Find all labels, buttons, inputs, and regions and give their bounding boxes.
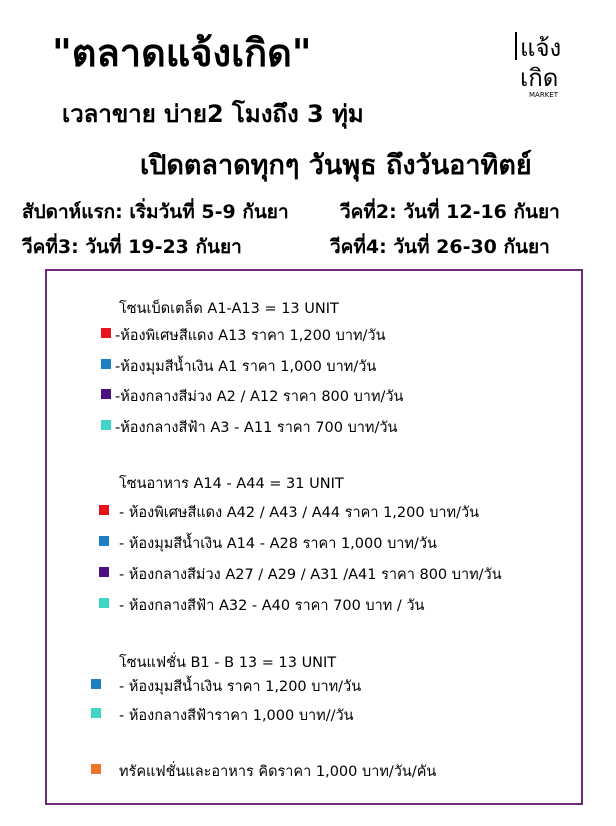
list-item: -ห้องมุมสีน้ำเงิน A1 ราคา 1,000 บาท/วัน [115, 359, 377, 375]
section-misc-title: โซนเบ็ดเตล็ด A1-A13 = 13 UNIT [119, 301, 339, 317]
list-item: -ห้องพิเศษสีแดง A13 ราคา 1,200 บาท/วัน [115, 328, 386, 344]
red-square-icon [99, 505, 109, 515]
logo-graphic [515, 30, 595, 100]
list-item: - ห้องกลางสีฟ้า A32 - A40 ราคา 700 บาท / วัน [119, 598, 425, 614]
list-item: -ห้องกลางสีม่วง A2 / A12 ราคา 800 บาท/วัน [115, 389, 404, 405]
section-food-title: โซนอาหาร A14 - A44 = 31 UNIT [119, 476, 344, 492]
list-item: - ห้องกลางสีม่วง A27 / A29 / A31 /A41 ราคา 800 บาท/วัน [119, 567, 502, 583]
page-title: "ตลาดแจ้งเกิด" [52, 31, 312, 75]
week-three: วีคที่3: วันที่ 19-23 กันยา [22, 236, 242, 258]
week-two: วีคที่2: วันที่ 12-16 กันยา [340, 201, 560, 223]
pricing-box [45, 269, 583, 805]
truck-pricing: ทรัคแฟชั่นและอาหาร คิดราคา 1,000 บาท/วัน/คัน [119, 764, 437, 780]
week-first: สัปดาห์แรก: เริ่มวันที่ 5-9 กันยา [22, 201, 289, 223]
purple-square-icon [99, 567, 109, 577]
section-fashion-title: โซนแฟชั่น B1 - B 13 = 13 UNIT [119, 655, 337, 671]
list-item: - ห้องมุมสีน้ำเงิน A14 - A28 ราคา 1,000 บาท/วัน [119, 536, 437, 552]
logo-line2: เกิด [520, 64, 559, 92]
aqua-square-icon [99, 598, 109, 608]
red-square-icon [101, 328, 111, 338]
blue-square-icon [101, 359, 111, 369]
aqua-square-icon [101, 420, 111, 430]
blue-square-icon [99, 536, 109, 546]
list-item: - ห้องมุมสีน้ำเงิน ราคา 1,200 บาท/วัน [119, 679, 362, 695]
list-item: - ห้องพิเศษสีแดง A42 / A43 / A44 ราคา 1,200 บาท/วัน [119, 505, 480, 521]
list-item: - ห้องกลางสีฟ้าราคา 1,000 บาท//วัน [119, 708, 354, 724]
aqua-square-icon [91, 708, 101, 718]
logo-line1: แจ้ง [520, 34, 562, 62]
blue-square-icon [91, 679, 101, 689]
week-four: วีคที่4: วันที่ 26-30 กันยา [330, 236, 550, 258]
logo-sub: MARKET [529, 91, 558, 99]
market-logo [515, 30, 595, 100]
purple-square-icon [101, 389, 111, 399]
list-item: -ห้องกลางสีฟ้า A3 - A11 ราคา 700 บาท/วัน [115, 420, 398, 436]
selling-hours: เวลาขาย บ่าย2 โมงถึง 3 ทุ่ม [62, 100, 364, 128]
open-days: เปิดตลาดทุกๆ วันพุธ ถึงวันอาทิตย์ [140, 150, 532, 181]
orange-square-icon [91, 764, 101, 774]
